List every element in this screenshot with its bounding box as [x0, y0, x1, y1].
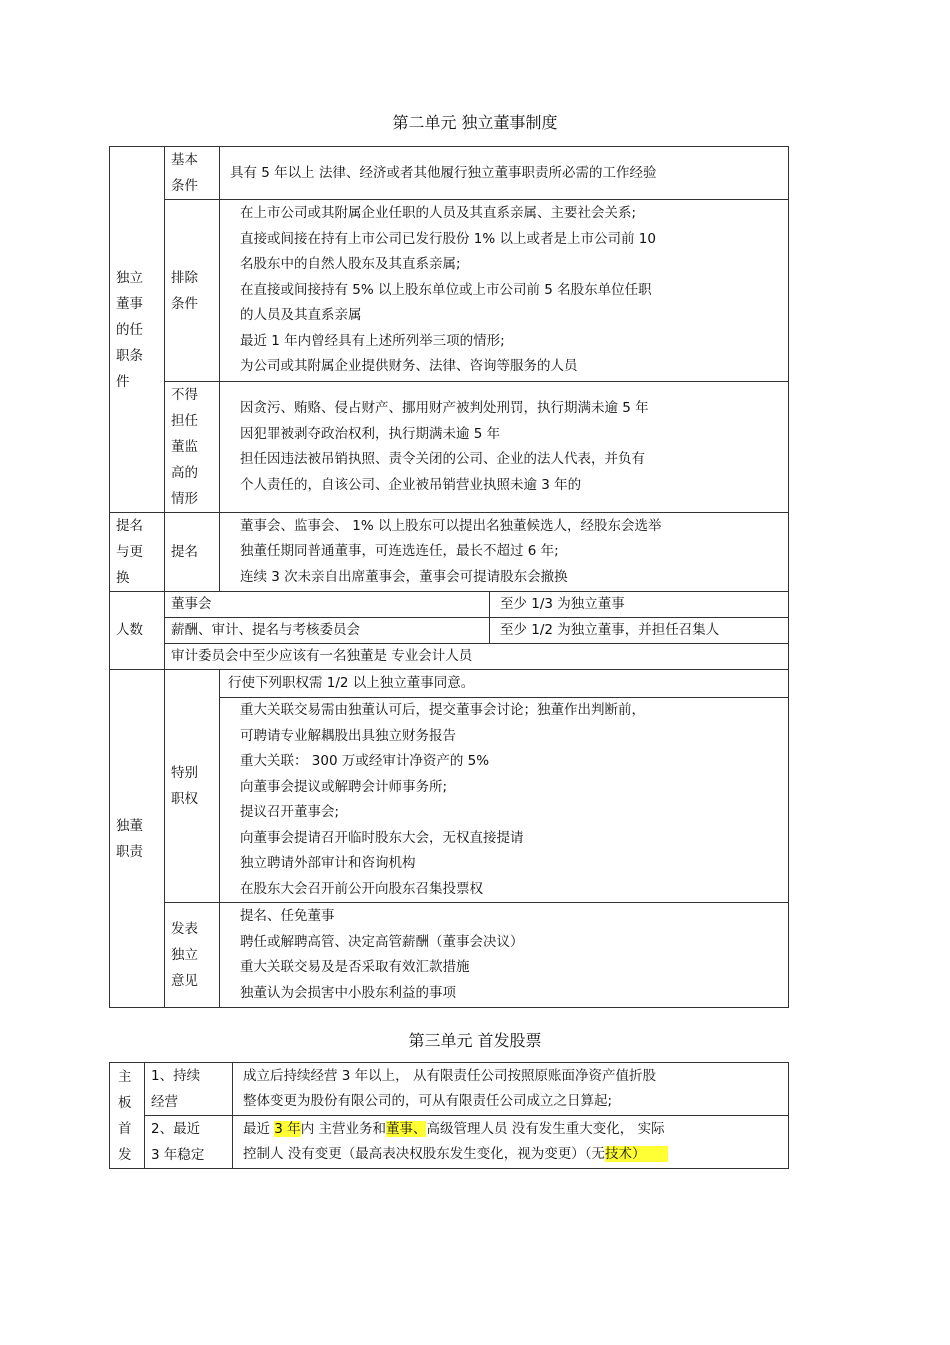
list-item: 重大关联交易及是否采取有效汇款措施 — [240, 959, 470, 975]
duty-label: 独董 职责 — [110, 670, 165, 1008]
stability-label: 2、最近 3 年稳定 — [145, 1116, 233, 1169]
exclusion-condition-label: 排除 条件 — [165, 200, 220, 382]
count-row-right: 至少 1/3 为独立董事 — [490, 592, 789, 618]
basic-condition-text: 具有 5 年以上 法律、经济或者其他履行独立董事职责所必需的工作经验 — [220, 147, 789, 200]
count-row-left: 董事会 — [165, 592, 490, 618]
list-item: 在上市公司或其附属企业任职的人员及其直系亲属、主要社会关系; — [240, 205, 637, 222]
list-item: 为公司或其附属企业提供财务、法律、咨询等服务的人员 — [240, 358, 578, 375]
list-item: 个人责任的，自该公司、企业被吊销营业执照未逾 3 年的 — [240, 476, 582, 493]
highlight: 技术） — [605, 1146, 668, 1162]
forbidden-list — [220, 382, 789, 513]
list-item: 在股东大会召开前公开向股东召集投票权 — [240, 880, 483, 897]
list-item: 直接或间接在持有上市公司已发行股份 1% 以上或者是上市公司前 10 — [240, 230, 656, 247]
special-power-label: 特别 职权 — [165, 670, 220, 903]
independent-director-table — [109, 146, 789, 1008]
list-item: 向董事会提请召开临时股东大会，无权直接提请 — [240, 829, 524, 846]
audit-committee-line: 审计委员会中至少应该有一名独董是 专业会计人员 — [165, 644, 789, 670]
count-row-left: 薪酬、审计、提名与考核委员会 — [165, 618, 490, 644]
list-item: 因贪污、贿赂、侵占财产、挪用财产被判处刑罚，执行期满未逾 5 年 — [240, 400, 649, 416]
list-item: 最近 1 年内曾经具有上述所列举三项的情形; — [240, 332, 505, 349]
list-item: 连续 3 次未亲自出席董事会，董事会可提请股东会撤换 — [240, 568, 568, 585]
highlight: 3 年 — [274, 1120, 301, 1137]
special-power-header: 行使下列职权需 1/2 以上独立董事同意。 — [220, 670, 789, 698]
count-label: 人数 — [110, 592, 165, 670]
main-board-ipo-label: 主 板 首 发 — [110, 1063, 145, 1169]
list-item: 独立聘请外部审计和咨询机构 — [240, 855, 416, 871]
unit2-title: 第二单元 独立董事制度 — [392, 113, 558, 132]
list-item: 提议召开董事会; — [240, 804, 340, 820]
list-item: 因犯罪被剥夺政治权利，执行期满未逾 5 年 — [240, 425, 501, 442]
continuous-operation-label: 1、持续 经营 — [145, 1063, 233, 1116]
list-item: 向董事会提议或解聘会计师事务所; — [240, 778, 448, 795]
list-item: 在直接或间接持有 5% 以上股东单位或上市公司前 5 名股东单位任职 — [240, 281, 652, 298]
list-item: 的人员及其直系亲属 — [240, 307, 362, 324]
list-item: 重大关联： 300 万或经审计净资产的 5% — [240, 753, 490, 769]
list-item: 独董认为会损害中小股东利益的事项 — [240, 984, 456, 1001]
qualification-label: 独立 董事 的任 职条 件 — [110, 147, 165, 513]
list-item: 独董任期同普通董事，可连选连任，最长不超过 6 年; — [240, 543, 559, 560]
special-power-list — [220, 698, 789, 903]
opinion-list — [220, 903, 789, 1008]
nominate-list — [220, 513, 789, 592]
nominate-label: 提名 — [165, 513, 220, 592]
list-item: 担任因违法被吊销执照、责令关闭的公司、企业的法人代表，并负有 — [240, 451, 645, 467]
list-item: 重大关联交易需由独董认可后，提交董事会讨论；独董作出判断前， — [240, 702, 645, 718]
count-row-right: 至少 1/2 为独立董事，并担任召集人 — [490, 618, 789, 644]
nominate-group-label: 提名 与更 换 — [110, 513, 165, 592]
stability-text: 最近 3 年内 主营业务和董事、高级管理人员 没有发生重大变化， 实际 控制人 没有变更（最高表决权股东发生变化，视为变更）（无技术） — [233, 1116, 789, 1169]
list-item: 董事会、监事会、 1% 以上股东可以提出名独董候选人，经股东会选举 — [240, 517, 662, 534]
opinion-label: 发表 独立 意见 — [165, 903, 220, 1008]
list-item: 可聘请专业解耦股出具独立财务报告 — [240, 727, 456, 744]
list-item: 名股东中的自然人股东及其直系亲属; — [240, 256, 461, 273]
highlight: 董事、 — [385, 1120, 427, 1137]
list-item: 提名、任免董事 — [240, 908, 335, 924]
continuous-operation-text: 成立后持续经营 3 年以上， 从有限责任公司按照原账面净资产值折股 整体变更为股份有限公司的，可从有限责任公司成立之日算起; — [233, 1063, 789, 1116]
list-item: 聘任或解聘高管、决定高管薪酬（董事会决议） — [240, 933, 524, 950]
forbidden-label: 不得 担任 董监 高的 情形 — [165, 382, 220, 513]
exclusion-condition-list — [220, 200, 789, 382]
basic-condition-label: 基本 条件 — [165, 147, 220, 200]
ipo-table — [109, 1062, 789, 1169]
unit3-title: 第三单元 首发股票 — [408, 1031, 542, 1050]
